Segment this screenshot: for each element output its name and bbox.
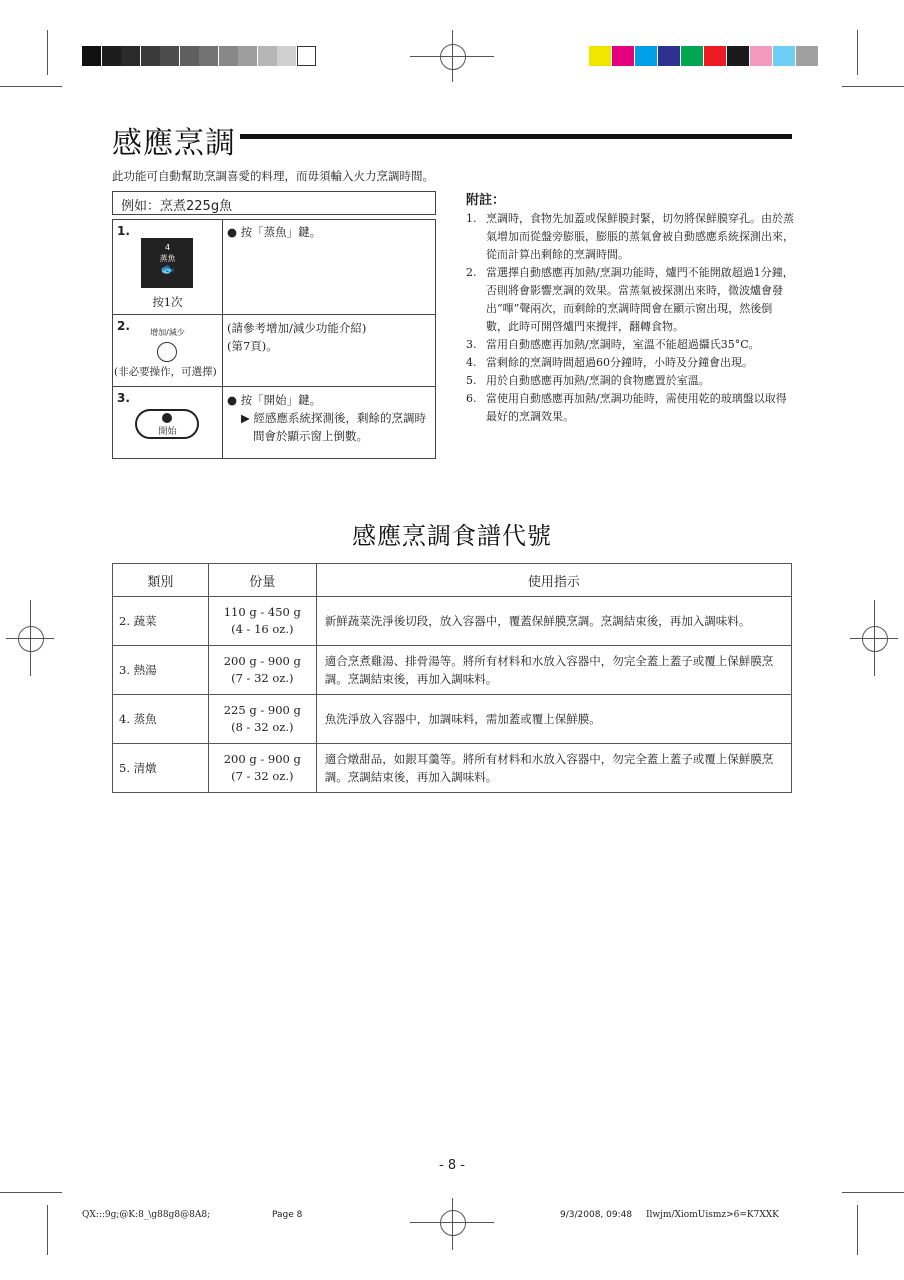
footer-code: Ilwjm/XiomUismz>6=K7XXK — [646, 1210, 779, 1220]
recipe-category: 4. 蒸魚 — [113, 695, 209, 744]
recipe-instructions: 魚洗淨放入容器中，加調味料，需加蓋或覆上保鮮膜。 — [316, 695, 791, 744]
gray-swatch — [199, 46, 218, 66]
table-row — [113, 597, 792, 646]
table-row — [113, 744, 792, 793]
step-row-1 — [113, 220, 436, 315]
color-swatch — [635, 46, 657, 66]
header-category: 類別 — [113, 564, 209, 597]
gray-swatch — [121, 46, 140, 66]
title-rule — [240, 134, 792, 139]
step-text: (請參考增加/減少功能介紹) — [226, 321, 367, 335]
note-number: 2. — [466, 266, 477, 279]
note-text: 當剩餘的烹調時間超過60分鐘時，小時及分鐘會出現。 — [486, 356, 753, 369]
steam-fish-key — [141, 238, 193, 288]
notes-title: 附註： — [466, 193, 506, 208]
recipe-instructions: 新鮮蔬菜洗淨後切段，放入容器中，覆蓋保鮮膜烹調。烹調結束後，再加入調味料。 — [316, 597, 791, 646]
note-text: 烹調時，食物先加蓋或保鮮膜封緊，切勿將保鮮膜穿孔。由於蒸氣增加而從盤旁膨脹，膨脹的蒸氣會被自動感應系統探測出來，從而計算出剩餘的烹調時間。 — [486, 212, 794, 261]
note-number: 4. — [466, 356, 477, 369]
recipe-quantity — [208, 597, 316, 646]
recipe-instructions: 適合燉甜品，如銀耳羹等。將所有材料和水放入容器中，勿完全蓋上蓋子或覆上保鮮膜烹調。烹調結束後，再加入調味料。 — [316, 744, 791, 793]
note-item — [466, 336, 794, 354]
step-3-key-cell — [113, 387, 223, 459]
note-number: 1. — [466, 212, 477, 225]
color-swatch — [727, 46, 749, 66]
note-item — [466, 390, 794, 426]
note-item — [466, 210, 794, 264]
gray-swatch — [141, 46, 160, 66]
step-1-text-cell — [222, 220, 435, 315]
quantity-grams: 200 g - 900 g — [223, 752, 301, 766]
step-2-text-cell — [222, 315, 435, 387]
key-label: 開始 — [158, 427, 177, 437]
start-button-icon — [135, 409, 199, 439]
step-row-2 — [113, 315, 436, 387]
color-swatch — [796, 46, 818, 66]
dial-icon — [157, 342, 177, 362]
step-text: ● 按「蒸魚」鍵。 — [226, 225, 322, 239]
color-swatch — [773, 46, 795, 66]
example-steps-table — [112, 219, 436, 459]
note-item — [466, 354, 794, 372]
quantity-grams: 200 g - 900 g — [223, 654, 301, 668]
gray-swatch — [180, 46, 199, 66]
color-swatch — [704, 46, 726, 66]
page-title: 感應烹調 — [112, 126, 236, 161]
key-label: 增加/減少 — [150, 328, 185, 337]
header-instructions: 使用指示 — [316, 564, 791, 597]
step-text-3: 間會於顯示窗上倒數。 — [252, 429, 368, 443]
footer-date: 9/3/2008, 09:48 — [560, 1210, 633, 1220]
note-text: 當使用自動感應再加熱/烹調功能時，需使用乾的玻璃盤以取得最好的烹調效果。 — [486, 392, 787, 423]
color-swatch — [750, 46, 772, 66]
step-number: 2. — [117, 319, 130, 333]
step-number: 3. — [117, 391, 130, 405]
table-row — [113, 646, 792, 695]
quantity-ounces: (4 - 16 oz.) — [231, 622, 294, 636]
key-number: 4 — [164, 243, 171, 252]
header-quantity: 份量 — [208, 564, 316, 597]
note-number: 6. — [466, 392, 477, 405]
note-number: 3. — [466, 338, 477, 351]
notes-list — [466, 210, 794, 426]
recipe-section-title: 感應烹調食譜代號 — [352, 522, 552, 550]
note-item — [466, 264, 794, 336]
gray-swatch — [238, 46, 257, 66]
color-swatch — [681, 46, 703, 66]
footer-page: Page 8 — [272, 1210, 303, 1220]
step-row-3 — [113, 387, 436, 459]
recipe-body — [113, 597, 792, 793]
key-label: 蒸魚 — [159, 254, 176, 263]
step-text-2: (第7頁)。 — [226, 339, 278, 353]
table-row — [113, 695, 792, 744]
gray-swatch — [297, 46, 316, 66]
gray-swatch — [160, 46, 179, 66]
gray-swatch — [219, 46, 238, 66]
recipe-quantity — [208, 744, 316, 793]
step-1-key-cell — [113, 220, 223, 315]
fish-icon: 🐟 — [160, 262, 175, 276]
quantity-ounces: (7 - 32 oz.) — [231, 671, 294, 685]
step-2-key-cell — [113, 315, 223, 387]
recipe-header-row — [113, 564, 792, 597]
step-text: ● 按「開始」鍵。 — [226, 393, 322, 407]
recipe-category: 2. 蔬菜 — [113, 597, 209, 646]
step-caption: (非必要操作，可選擇) — [114, 366, 217, 378]
recipe-category: 5. 清燉 — [113, 744, 209, 793]
gray-swatch — [258, 46, 277, 66]
recipe-instructions: 適合烹煮雞湯、排骨湯等。將所有材料和水放入容器中，勿完全蓋上蓋子或覆上保鮮膜烹調。烹調結束後，再加入調味料。 — [316, 646, 791, 695]
footer-file-code: QX:::9g;@K:8_\g88g8@8A8; — [82, 1210, 211, 1220]
start-dot-icon — [162, 413, 172, 423]
quantity-ounces: (8 - 32 oz.) — [231, 720, 294, 734]
note-text: 當用自動感應再加熱/烹調時，室溫不能超過攝氏35°C。 — [486, 338, 760, 351]
quantity-ounces: (7 - 32 oz.) — [231, 769, 294, 783]
step-3-text-cell — [222, 387, 435, 459]
color-swatch — [612, 46, 634, 66]
note-item — [466, 372, 794, 390]
gray-swatch — [102, 46, 121, 66]
step-number: 1. — [117, 224, 130, 238]
gray-swatch — [277, 46, 296, 66]
recipe-category: 3. 熱湯 — [113, 646, 209, 695]
note-number: 5. — [466, 374, 477, 387]
intro-text: 此功能可自動幫助烹調喜愛的料理，而毋須輸入火力烹調時間。 — [112, 169, 434, 183]
step-caption: 按1次 — [152, 295, 183, 309]
color-swatch — [589, 46, 611, 66]
step-text-2: ▶ 經感應系統探測後，剩餘的烹調時 — [240, 411, 426, 425]
recipe-quantity — [208, 646, 316, 695]
color-swatch — [658, 46, 680, 66]
note-text: 當選擇自動感應再加熱/烹調功能時，爐門不能開啟超過1分鐘，否則將會影響烹調的效果。當蒸氣被探測出來時，微波爐會發出“嗶”聲兩次，而剩餘的烹調時間會在顯示窗出現，然後倒數，此時可開啓爐門來攪拌，翻轉食物。 — [486, 266, 794, 333]
note-text: 用於自動感應再加熱/烹調的食物應置於室溫。 — [486, 374, 710, 387]
quantity-grams: 225 g - 900 g — [223, 703, 301, 717]
quantity-grams: 110 g - 450 g — [223, 605, 301, 619]
page-number: - 8 - — [439, 1158, 465, 1173]
example-header: 例如：烹煮225g魚 — [112, 191, 436, 215]
gray-swatch — [82, 46, 101, 66]
recipe-quantity — [208, 695, 316, 744]
recipe-table — [112, 563, 792, 793]
